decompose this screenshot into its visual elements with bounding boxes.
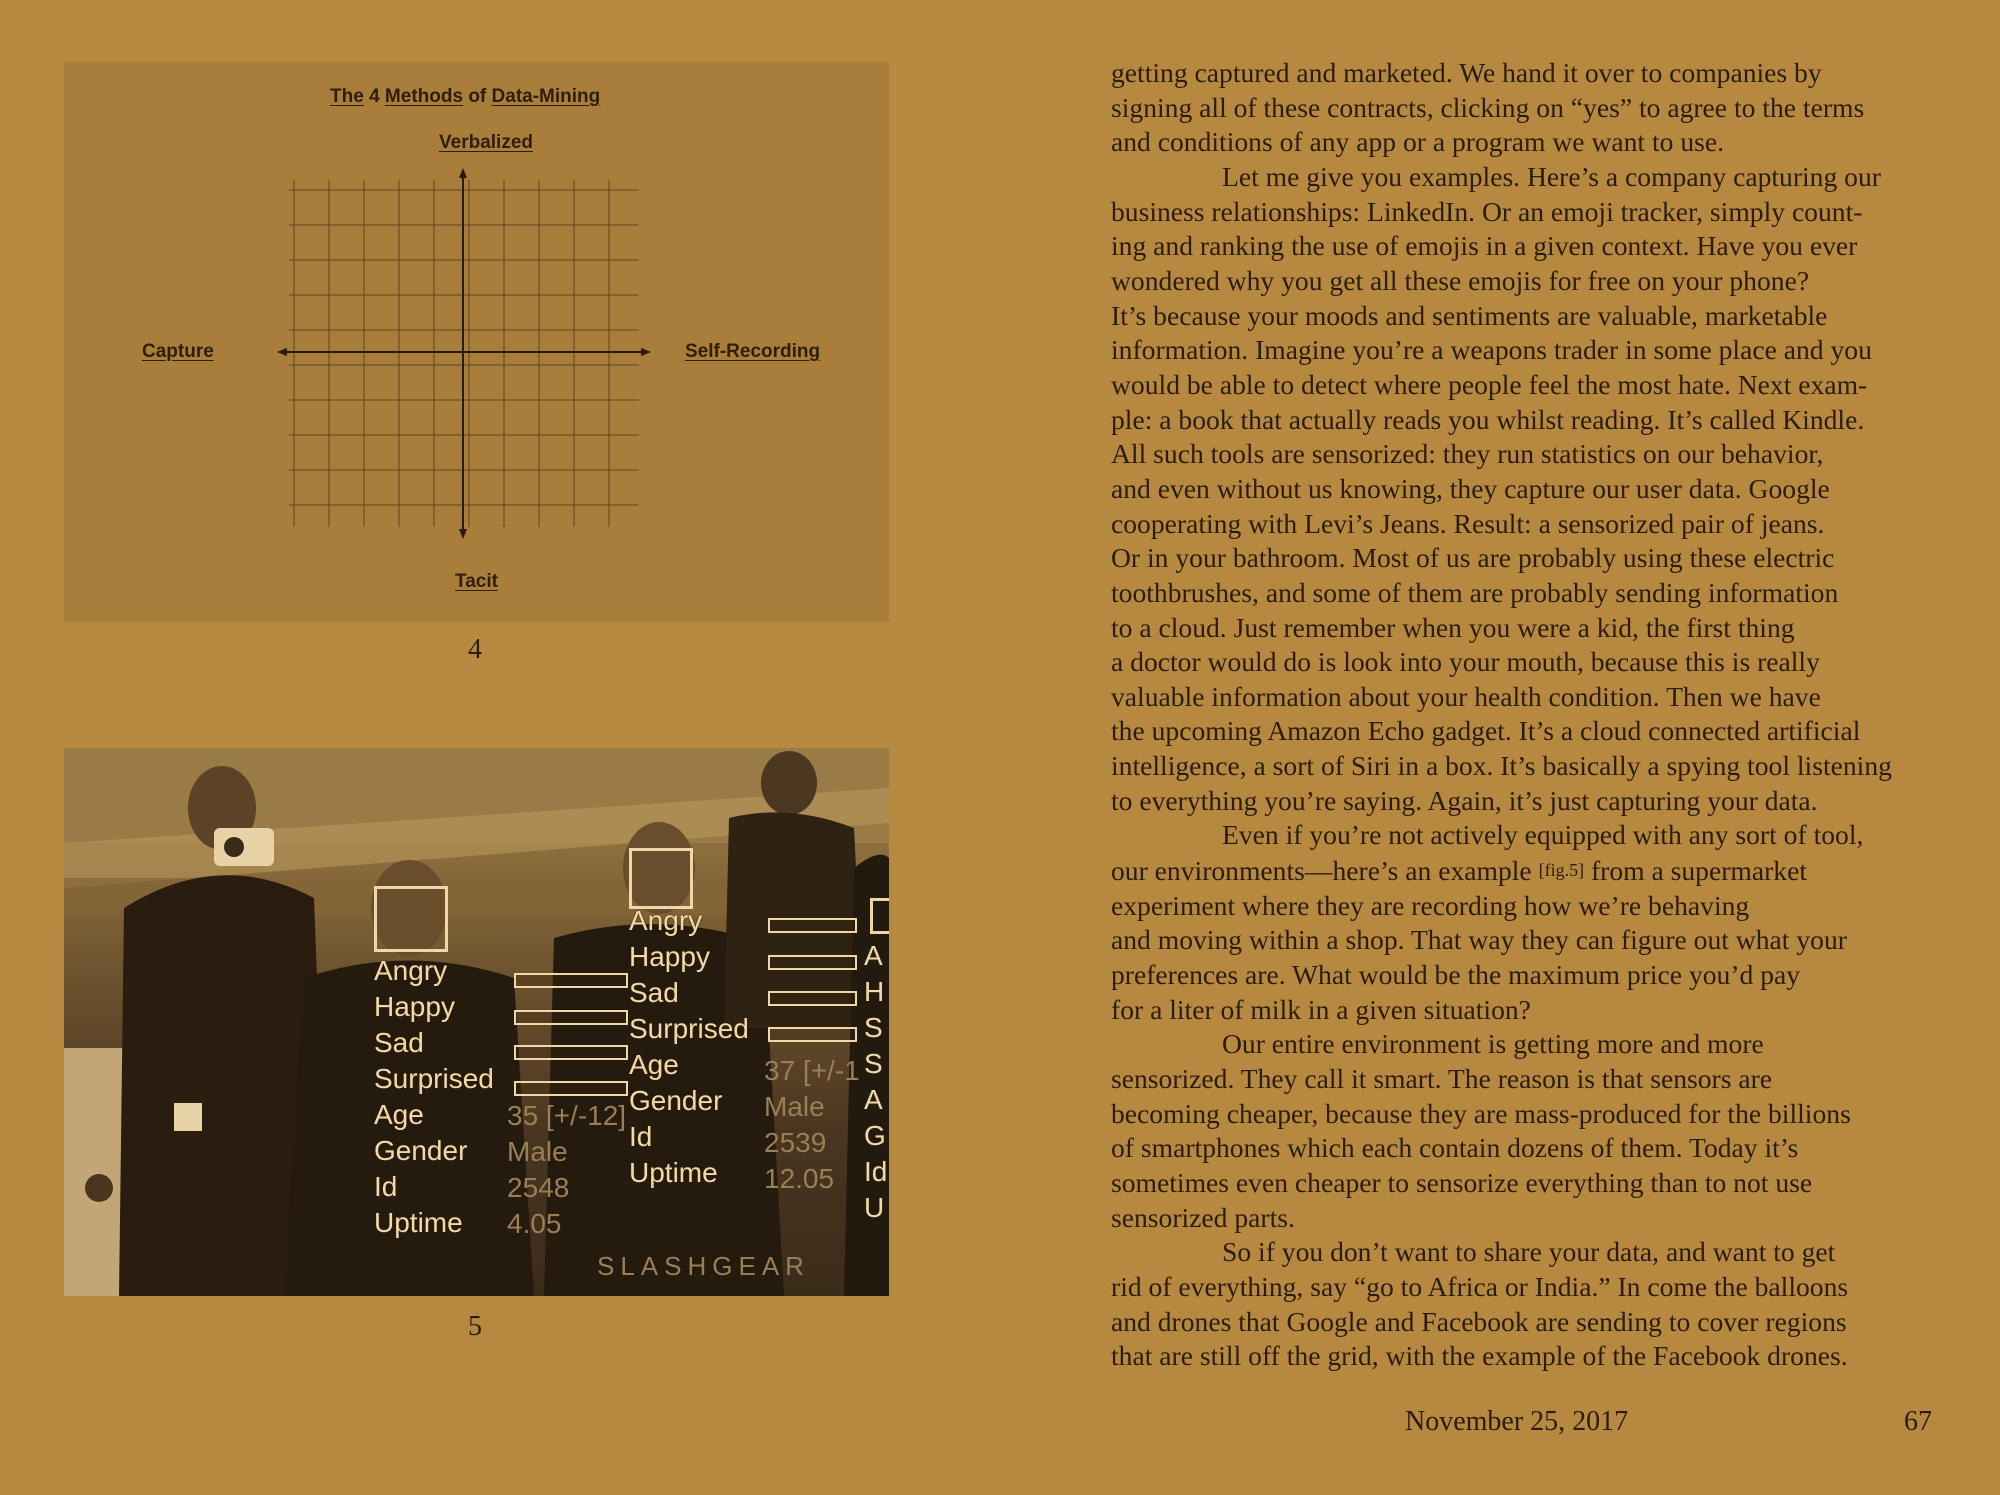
emotion-bar-sad-2 — [768, 991, 857, 1006]
quadrant-grid — [64, 62, 889, 622]
text-line: and even without us knowing, they capture our user data. Google — [1111, 472, 1830, 504]
person-3-head — [761, 751, 817, 815]
arrow-right-icon — [641, 348, 651, 356]
text-line: sensorized. They call it smart. The reason is that sensors are — [1111, 1063, 1773, 1095]
text-line: experiment where they are recording how we’re behaving — [1111, 889, 1750, 921]
person-3-labels: A H S S A G Id U — [864, 940, 888, 1223]
emotion-bar-sad-1 — [514, 1045, 628, 1060]
arrow-up-icon — [459, 168, 467, 178]
page-number: 67 — [1904, 1406, 1932, 1437]
text-line: Or in your bathroom. Most of us are probably using these electric — [1111, 542, 1835, 574]
text-line: Our entire environment is getting more and more — [1222, 1028, 1764, 1060]
text-line: ing and ranking the use of emojis in a given context. Have you ever — [1111, 230, 1858, 262]
figure-reference: [fig.5] — [1538, 860, 1585, 881]
text-line: Let me give you examples. Here’s a company capturing our — [1222, 160, 1881, 192]
text-line: of smartphones which each contain dozens of them. Today it’s — [1111, 1132, 1799, 1164]
axis-label-top: Verbalized — [439, 132, 533, 153]
person-1-values: 35 [+/-12] Male 2548 4.05 — [507, 1100, 627, 1239]
text-line: and drones that Google and Facebook are sending to cover regions — [1111, 1305, 1847, 1337]
text-line: preferences are. What would be the maximum price you’d pay — [1111, 959, 1801, 991]
text-line: and moving within a shop. That way they can figure out what your — [1111, 924, 1847, 956]
body-text — [1111, 56, 1941, 1374]
kiosk-knob — [85, 1174, 113, 1202]
emotion-bar-angry-2 — [768, 918, 857, 933]
text-line: and conditions of any app or a program we want to use. — [1111, 126, 1725, 158]
text-line: business relationships: LinkedIn. Or an emoji tracker, simply count- — [1111, 195, 1863, 227]
watermark: SLASHGEAR — [597, 1251, 810, 1281]
footer-date: November 25, 2017 — [1405, 1406, 1629, 1437]
text-line: All such tools are sensorized: they run statistics on our behavior, — [1111, 438, 1824, 470]
text-line: valuable information about your health condition. Then we have — [1111, 680, 1821, 712]
text-line: intelligence, a sort of Siri in a box. It’s basically a spying tool listening — [1111, 750, 1892, 782]
figure-4-diagram — [64, 62, 889, 622]
emotion-bar-happy-2 — [768, 955, 857, 970]
diagram-title: The 4 Methods of Data-Mining — [330, 86, 601, 107]
text-line: sometimes even cheaper to sensorize everything than to not use — [1111, 1167, 1813, 1198]
text-line: wondered why you get all these emojis for free on your phone? — [1111, 264, 1810, 296]
text-line: that are still off the grid, with the example of the Facebook drones. — [1111, 1340, 1848, 1372]
person-2-labels: Angry Happy Sad Surprised Age Gender Id Uptime — [629, 905, 749, 1188]
text-line: cooperating with Levi’s Jeans. Result: a sensorized pair of jeans. — [1111, 507, 1825, 539]
person-2-values: 37 [+/-1 Male 2539 12.05 — [764, 1055, 860, 1194]
figure-5-photo — [64, 748, 889, 1296]
axis-label-right: Self-Recording — [685, 341, 821, 362]
axis-label-left: Capture — [142, 341, 214, 362]
text-line: to everything you’re saying. Again, it’s just capturing your data. — [1111, 784, 1818, 816]
arrow-down-icon — [459, 529, 467, 539]
arrow-left-icon — [277, 348, 287, 356]
text-line: toothbrushes, and some of them are probably sending information — [1111, 576, 1839, 608]
figure-4-caption: 4 — [468, 634, 482, 665]
figure-5-caption: 5 — [468, 1311, 482, 1342]
text-line: sensorized parts. — [1111, 1201, 1295, 1233]
emotion-bar-happy-1 — [514, 1010, 628, 1025]
text-line: ple: a book that actually reads you whilst reading. It’s called Kindle. — [1111, 403, 1865, 435]
text-line: the upcoming Amazon Echo gadget. It’s a cloud connected artificial — [1111, 715, 1861, 747]
emotion-bar-surprised-2 — [768, 1027, 857, 1042]
text-line: getting captured and marketed. We hand it over to companies by — [1111, 57, 1822, 88]
text-line: to a cloud. Just remember when you were a kid, the first thing — [1111, 611, 1795, 643]
text-line: a doctor would do is look into your mouth, because this is really — [1111, 646, 1820, 678]
text-line: signing all of these contracts, clicking on “yes” to agree to the terms — [1111, 91, 1865, 123]
emotion-bar-angry-1 — [514, 973, 628, 988]
text-line: rid of everything, say “go to Africa or India.” In come the balloons — [1111, 1270, 1849, 1302]
text-line: becoming cheaper, because they are mass-produced for the billions — [1111, 1097, 1851, 1129]
text-line: for a liter of milk in a given situation? — [1111, 993, 1531, 1025]
text-line: our environments—here’s an example [fig.5] from a supermarket — [1111, 855, 1808, 887]
emotion-bar-surprised-1 — [514, 1081, 628, 1096]
face-box-3 — [870, 898, 889, 934]
text-line: Even if you’re not actively equipped with any sort of tool, — [1222, 819, 1864, 851]
face-box-1 — [374, 886, 448, 952]
text-line: information. Imagine you’re a weapons trader in some place and you — [1111, 334, 1872, 366]
face-box-2 — [629, 848, 693, 909]
badge — [174, 1103, 202, 1131]
text-line: would be able to detect where people feel the most hate. Next exam- — [1111, 368, 1868, 400]
text-line: So if you don’t want to share your data, and want to get — [1222, 1236, 1836, 1268]
person-1-labels: Angry Happy Sad Surprised Age Gender Id Uptime — [374, 955, 494, 1238]
axis-label-bottom: Tacit — [455, 571, 498, 592]
text-line: It’s because your moods and sentiments are valuable, marketable — [1111, 299, 1828, 331]
